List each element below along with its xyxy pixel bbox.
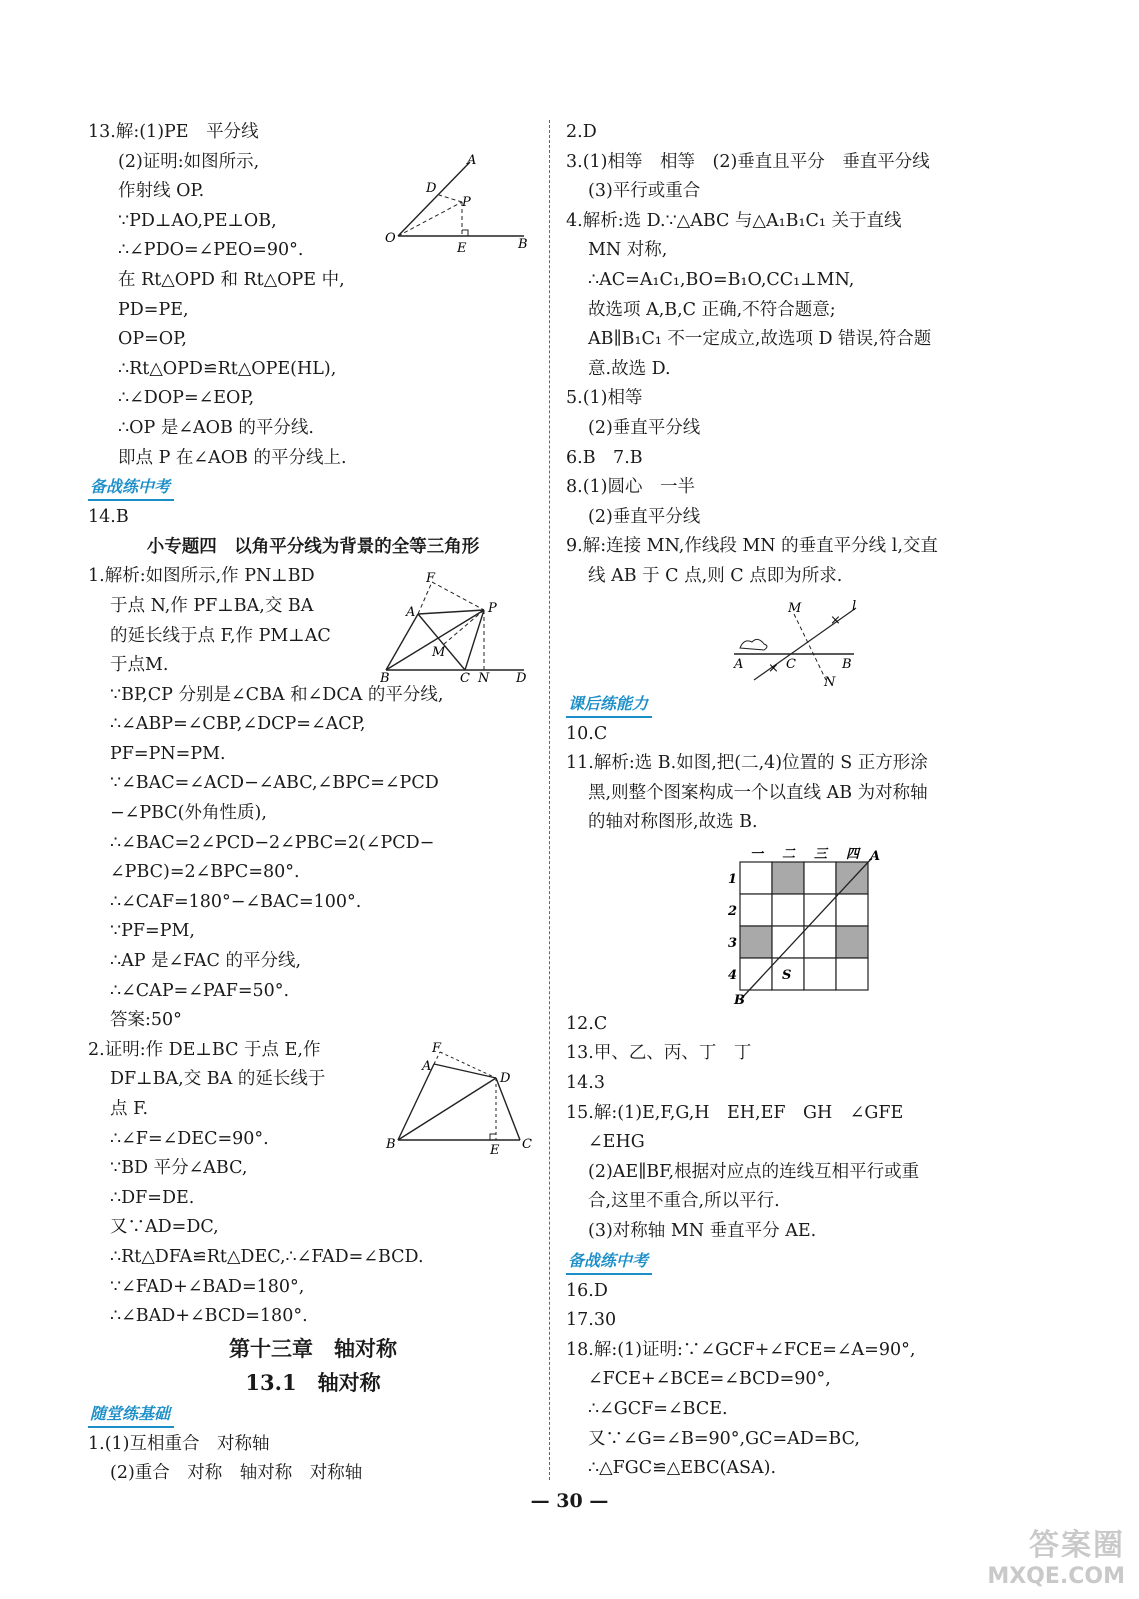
- p1-answer: 答案:50°: [110, 1010, 182, 1031]
- svg-text:A: A: [406, 605, 416, 620]
- answer-line: 又∵∠G=∠B=90°,GC=AD=BC,: [588, 1428, 860, 1449]
- svg-text:P: P: [488, 601, 497, 616]
- grid-row-label: 2: [728, 904, 738, 919]
- svg-text:P: P: [462, 195, 471, 210]
- q13-line: PD=PE,: [118, 299, 189, 320]
- figure-perpendicular-bisector: [728, 596, 868, 691]
- p1-line: PF=PN=PM.: [110, 743, 226, 764]
- answer-line: (2)垂直平分线: [588, 506, 701, 527]
- grid-cell-shaded: [772, 862, 804, 894]
- answer-line: (2)垂直平分线: [588, 417, 701, 438]
- p2-line: 2.证明:作 DE⊥BC 于点 E,作: [88, 1039, 321, 1060]
- answer-line: 黑,则整个图案构成一个以直线 AB 为对称轴: [588, 782, 928, 803]
- grid-cell-shaded: [836, 926, 868, 958]
- p1-line: ∴∠CAF=180°−∠BAC=100°.: [110, 891, 362, 912]
- p2-line: ∴Rt△DFA≌Rt△DEC,∴∠FAD=∠BCD.: [110, 1246, 424, 1267]
- section-header-prep: 备战练中考: [88, 476, 174, 501]
- svg-text:E: E: [457, 241, 467, 256]
- grid-col-label: 三: [814, 847, 828, 862]
- grid-cell: [772, 894, 804, 926]
- answer-line: AB∥B₁C₁ 不一定成立,故选项 D 错误,符合题: [588, 329, 932, 350]
- answer-line: 9.解:连接 MN,作线段 MN 的垂直平分线 l,交直: [566, 536, 938, 557]
- answer-line: 10.C: [566, 723, 608, 744]
- grid-row-label: 3: [728, 936, 738, 951]
- p1-line: 于点 N,作 PF⊥BA,交 BA: [110, 595, 314, 616]
- answer-line: (3)平行或重合: [588, 181, 701, 202]
- svg-text:B: B: [380, 671, 390, 685]
- svg-text:×: ×: [768, 661, 779, 676]
- svg-text:O: O: [385, 231, 396, 246]
- svg-text:M: M: [432, 645, 446, 660]
- p1-line: ∴∠CAP=∠PAF=50°.: [110, 980, 290, 1001]
- grid-cell: [740, 862, 772, 894]
- p1-line: 的延长线于点 F,作 PM⊥AC: [110, 625, 331, 646]
- grid-point-a: A: [870, 849, 881, 864]
- answer-line: 13.甲、乙、丙、丁 丁: [566, 1043, 752, 1064]
- answer-line: 6.B 7.B: [566, 447, 643, 468]
- svg-text:D: D: [426, 181, 437, 196]
- watermark-url: MXQE.COM: [987, 1564, 1125, 1589]
- svg-text:B: B: [386, 1137, 396, 1152]
- answer-line: 4.解析:选 D.∵△ABC 与△A₁B₁C₁ 关于直线: [566, 210, 902, 231]
- p1-line: ∴∠ABP=∠CBP,∠DCP=∠ACP,: [110, 714, 366, 735]
- grid-cell: [836, 958, 868, 990]
- q13-line: 作射线 OP.: [118, 181, 205, 202]
- column-divider: [549, 120, 551, 1480]
- q13-line: OP=OP,: [118, 329, 187, 350]
- svg-text:A: A: [467, 153, 477, 168]
- answer-line: 17.30: [566, 1310, 617, 1331]
- svg-text:C: C: [522, 1137, 532, 1152]
- grid-cell: [740, 894, 772, 926]
- q13-line: 在 Rt△OPD 和 Rt△OPE 中,: [118, 269, 345, 290]
- answer-line: MN 对称,: [588, 240, 668, 261]
- answer-line: ∴AC=A₁C₁,BO=B₁O,CC₁⊥MN,: [588, 269, 855, 290]
- figure-angle-bisector: [384, 150, 534, 260]
- answer-line: 14.3: [566, 1073, 605, 1094]
- grid-cell: [772, 926, 804, 958]
- grid-cell: [804, 894, 836, 926]
- grid-col-label: 一: [750, 847, 764, 862]
- section-header-basics: 随堂练基础: [88, 1403, 174, 1428]
- grid-cell: [804, 958, 836, 990]
- p2-line: ∵∠FAD+∠BAD=180°,: [110, 1276, 305, 1297]
- svg-text:l: l: [852, 599, 857, 614]
- grid-cell: [804, 926, 836, 958]
- right-column: [566, 118, 1036, 1484]
- answer-line: 8.(1)圆心 一半: [566, 477, 695, 498]
- answer-line: ∴△FGC≌△EBC(ASA).: [588, 1458, 777, 1479]
- q13-line: ∴Rt△OPD≌Rt△OPE(HL),: [118, 358, 337, 379]
- q13-line: (2)证明:如图所示,: [118, 151, 260, 172]
- answer-line: 故选项 A,B,C 正确,不符合题意;: [588, 299, 836, 320]
- grid-cell-shaded: [740, 926, 772, 958]
- svg-text:C: C: [460, 671, 470, 685]
- p2-line: 又∵AD=DC,: [110, 1217, 219, 1238]
- answer-line: 2.D: [566, 122, 597, 142]
- grid-col-label: 二: [782, 847, 796, 862]
- q13-line: 13.解:(1)PE 平分线: [88, 122, 259, 142]
- p1-line: ∵BP,CP 分别是∠CBA 和∠DCA 的平分线,: [110, 684, 444, 705]
- q13-line: ∵PD⊥AO,PE⊥OB,: [118, 210, 277, 231]
- p2-line: DF⊥BA,交 BA 的延长线于: [110, 1069, 326, 1090]
- p2-line: ∴∠F=∠DEC=90°.: [110, 1128, 269, 1149]
- p2-line: ∵BD 平分∠ABC,: [110, 1158, 248, 1179]
- grid-layer: [727, 847, 880, 1006]
- left-column: [88, 118, 538, 1489]
- svg-text:A: A: [734, 657, 744, 672]
- section-header-prep-2: 备战练中考: [566, 1250, 652, 1275]
- grid-row-label: 4: [728, 968, 738, 983]
- figure-grid-q11: [724, 846, 884, 1006]
- answer-line: 3.(1)相等 相等 (2)垂直且平分 垂直平分线: [566, 151, 930, 172]
- answer-line: ∠EHG: [588, 1132, 645, 1153]
- svg-text:A: A: [422, 1059, 432, 1074]
- p1-line: 于点M.: [110, 655, 169, 676]
- figure-topic4-q1: [380, 570, 530, 685]
- watermark-logo-text: 答案圈: [1029, 1528, 1125, 1563]
- q13-line: ∴∠PDO=∠PEO=90°.: [118, 240, 304, 261]
- p1-line: −∠PBC(外角性质),: [110, 803, 267, 824]
- section-header-ability: 课后练能力: [566, 693, 652, 718]
- answer-line: (2)AE∥BF,根据对应点的连线互相平行或重: [588, 1161, 920, 1182]
- svg-text:×: ×: [830, 613, 841, 628]
- p1-line: ∴AP 是∠FAC 的平分线,: [110, 951, 302, 972]
- svg-text:C: C: [786, 657, 796, 672]
- p1-line: ∴∠BAC=2∠PCD−2∠PBC=2(∠PCD−: [110, 832, 435, 853]
- svg-text:F: F: [432, 1041, 442, 1056]
- p1-line: ∠PBC)=2∠BPC=80°.: [110, 862, 300, 883]
- svg-text:B: B: [518, 237, 528, 252]
- answer-line: 线 AB 于 C 点,则 C 点即为所求.: [588, 565, 843, 586]
- topic-title: 小专题四 以角平分线为背景的全等三角形: [146, 536, 480, 557]
- p2-line: ∴DF=DE.: [110, 1187, 195, 1208]
- answer-line: 11.解析:选 B.如图,把(二,4)位置的 S 正方形涂: [566, 753, 928, 774]
- answer-line: (3)对称轴 MN 垂直平分 AE.: [588, 1221, 817, 1242]
- chapter-title: 第十三章 轴对称: [229, 1335, 397, 1361]
- svg-text:B: B: [842, 657, 852, 672]
- answer-line: 的轴对称图形,故选 B.: [588, 812, 758, 833]
- svg-text:N: N: [478, 671, 490, 685]
- p1-line: ∵PF=PM,: [110, 921, 195, 942]
- section-title: 13.1 轴对称: [245, 1369, 381, 1395]
- q13-line: ∴OP 是∠AOB 的平分线.: [118, 417, 314, 438]
- b1-line: 1.(1)互相重合 对称轴: [88, 1433, 270, 1454]
- answer-line: 合,这里不重合,所以平行.: [588, 1191, 780, 1212]
- grid-s-label: S: [782, 968, 792, 983]
- answer-line: ∠FCE+∠BCE=∠BCD=90°,: [588, 1369, 831, 1390]
- p2-line: ∴∠BAD+∠BCD=180°.: [110, 1306, 308, 1327]
- answer-line: 18.解:(1)证明:∵∠GCF+∠FCE=∠A=90°,: [566, 1339, 916, 1360]
- answer-line: ∴∠GCF=∠BCE.: [588, 1399, 728, 1419]
- p1-line: 1.解析:如图所示,作 PN⊥BD: [88, 566, 315, 587]
- page-number: — 30 —: [530, 1490, 609, 1512]
- p2-line: 点 F.: [110, 1099, 149, 1119]
- grid-col-label: 四: [846, 847, 860, 862]
- q13-line: 即点 P 在∠AOB 的平分线上.: [118, 447, 347, 468]
- p1-line: ∵∠BAC=∠ACD−∠ABC,∠BPC=∠PCD: [110, 773, 439, 794]
- svg-text:N: N: [824, 675, 836, 690]
- svg-text:E: E: [490, 1143, 500, 1155]
- svg-text:D: D: [500, 1071, 511, 1086]
- answer-line: 意.故选 D.: [588, 358, 671, 379]
- grid-point-b: B: [734, 993, 745, 1006]
- answer-line: 16.D: [566, 1280, 608, 1301]
- svg-text:M: M: [788, 601, 802, 616]
- answer-line: 15.解:(1)E,F,G,H EH,EF GH ∠GFE: [566, 1102, 904, 1123]
- b1-line: (2)重合 对称 轴对称 对称轴: [110, 1463, 363, 1484]
- answer-line: 12.C: [566, 1013, 608, 1034]
- svg-text:F: F: [426, 571, 436, 586]
- watermark: [987, 1520, 1125, 1589]
- grid-cell: [836, 894, 868, 926]
- figure-topic4-q2: [382, 1040, 532, 1155]
- grid-cell: [740, 958, 772, 990]
- grid-row-label: 1: [728, 872, 738, 887]
- answer-line: 5.(1)相等: [566, 388, 643, 409]
- grid-cell: [804, 862, 836, 894]
- svg-text:D: D: [516, 671, 527, 685]
- q13-line: ∴∠DOP=∠EOP,: [118, 388, 255, 409]
- q14-line: 14.B: [88, 507, 129, 528]
